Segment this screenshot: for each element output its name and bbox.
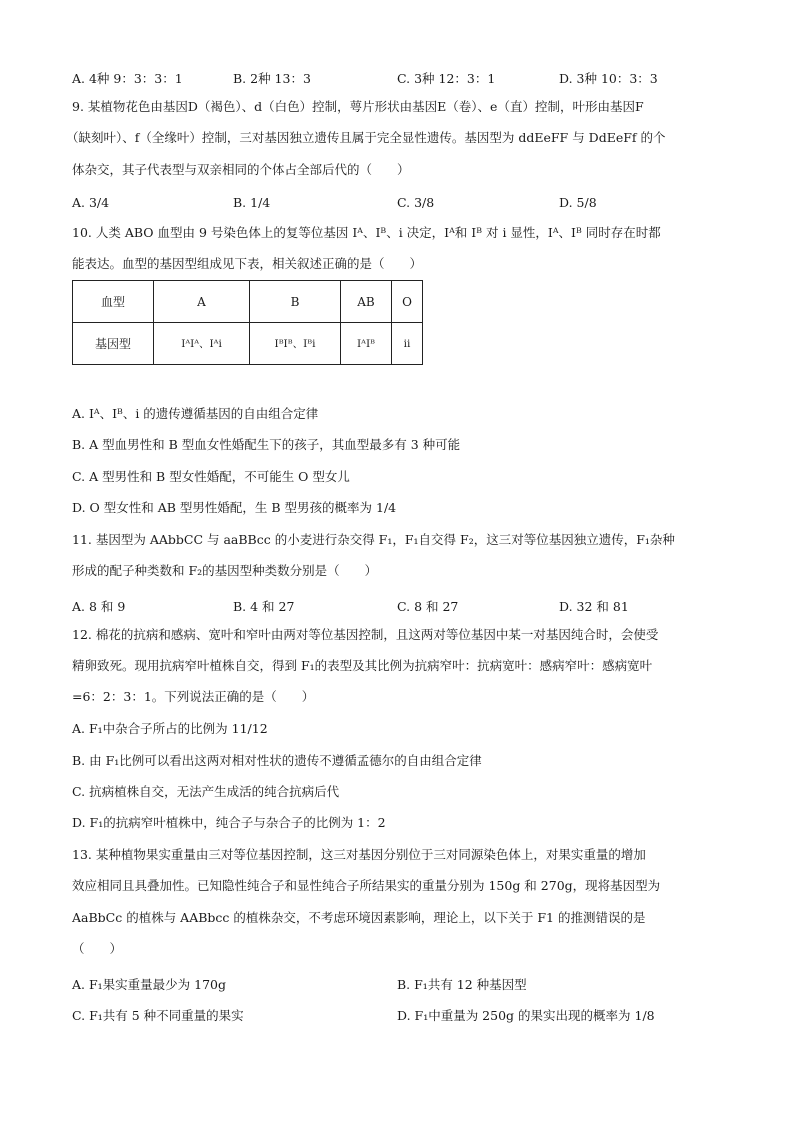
q13-option-a: A. F₁果实重量最少为 170g — [72, 977, 226, 992]
q13-options-row-2 — [72, 1006, 732, 1023]
q12-option-c: C. 抗病植株自交，无法产生成活的纯合抗病后代 — [72, 784, 340, 799]
q11-option-a: A. 8 和 9 — [72, 599, 126, 614]
q13-stem-line-3: AaBbCc 的植株与 AABbcc 的植株杂交，不考虑环境因素影响，理论上，以下关于 F1 的推测错误的是 — [72, 910, 646, 925]
q9-option-a: A. 3/4 — [72, 195, 110, 210]
q11-option-d: D. 32 和 81 — [559, 599, 629, 614]
table-cell: ii — [392, 323, 423, 365]
q9-option-b: B. 1/4 — [233, 195, 271, 210]
table-cell: 血型 — [73, 281, 154, 323]
table-cell: IᴬIᴬ、Iᴬi — [154, 323, 250, 365]
table-cell: 基因型 — [73, 323, 154, 365]
table-cell: IᴮIᴮ、Iᴮi — [250, 323, 341, 365]
q12-stem-line-1: 12. 棉花的抗病和感病、宽叶和窄叶由两对等位基因控制，且这两对等位基因中某一对基因纯合时，会使受 — [72, 627, 659, 642]
table-cell: AB — [341, 281, 392, 323]
table-header-row — [73, 281, 423, 323]
table-row — [73, 323, 423, 365]
q8-options — [72, 69, 732, 86]
q13-stem-line-2: 效应相同且具叠加性。已知隐性纯合子和显性纯合子所结果实的重量分别为 150g 和 270g，现将基因型为 — [72, 878, 661, 893]
q13-stem-line-1: 13. 某种植物果实重量由三对等位基因控制，这三对基因分别位于三对同源染色体上，对果实重量的增加 — [72, 847, 646, 862]
q9-options — [72, 195, 732, 209]
table-cell: B — [250, 281, 341, 323]
q13-options-row-1 — [72, 975, 732, 992]
q11-option-c: C. 8 和 27 — [397, 599, 459, 614]
q13-option-b: B. F₁共有 12 种基因型 — [397, 977, 527, 992]
q12-option-d: D. F₁的抗病窄叶植株中，纯合子与杂合子的比例为 1：2 — [72, 815, 386, 830]
q8-option-c: C. 3种 12：3：1 — [397, 71, 496, 86]
q13-stem-line-4: （ ） — [72, 941, 123, 956]
q8-option-a: A. 4种 9：3：3：1 — [72, 71, 183, 86]
table-cell: IᴬIᴮ — [341, 323, 392, 365]
q10-option-a: A. Iᴬ、Iᴮ、i 的遗传遵循基因的自由组合定律 — [72, 406, 319, 421]
table-cell: A — [154, 281, 250, 323]
q10-option-c: C. A 型男性和 B 型女性婚配，不可能生 O 型女儿 — [72, 469, 350, 484]
blood-type-table — [72, 280, 423, 365]
q10-stem-line-2: 能表达。血型的基因型组成见下表，相关叙述正确的是（ ） — [72, 256, 423, 271]
q11-options — [72, 597, 732, 614]
q12-stem-line-2: 精卵致死。现用抗病窄叶植株自交，得到 F₁的表型及其比例为抗病窄叶：抗病宽叶：感病窄叶：感病宽叶 — [72, 658, 653, 673]
q13-option-d: D. F₁中重量为 250g 的果实出现的概率为 1/8 — [397, 1008, 655, 1023]
table-cell: O — [392, 281, 423, 323]
q11-stem-line-2: 形成的配子种类数和 F₂的基因型种类数分别是（ ） — [72, 563, 378, 578]
q9-option-c: C. 3/8 — [397, 195, 435, 210]
q8-option-b: B. 2种 13：3 — [233, 71, 311, 86]
q11-option-b: B. 4 和 27 — [233, 599, 295, 614]
q10-option-b: B. A 型血男性和 B 型血女性婚配生下的孩子，其血型最多有 3 种可能 — [72, 437, 461, 452]
q12-option-b: B. 由 F₁比例可以看出这两对相对性状的遗传不遵循孟德尔的自由组合定律 — [72, 753, 482, 768]
q9-stem-line-1: 9. 某植物花色由基因D（褐色）、d（白色）控制，萼片形状由基因E（卷）、e（直）控制，叶形由基因F — [72, 99, 644, 114]
q13-option-c: C. F₁共有 5 种不同重量的果实 — [72, 1008, 244, 1023]
q9-stem-line-3: 体杂交，其子代表型与双亲相同的个体占全部后代的（ ） — [72, 162, 410, 177]
q12-option-a: A. F₁中杂合子所占的比例为 11/12 — [72, 721, 268, 736]
q10-stem-line-1: 10. 人类 ABO 血型由 9 号染色体上的复等位基因 Iᴬ、Iᴮ、i 决定，Iᴬ和 Iᴮ 对 i 显性，Iᴬ、Iᴮ 同时存在时都 — [72, 225, 661, 240]
q12-stem-line-3: =6：2：3：1。下列说法正确的是（ ） — [72, 689, 315, 704]
q11-stem-line-1: 11. 基因型为 AAbbCC 与 aaBBcc 的小麦进行杂交得 F₁，F₁自交得 F₂，这三对等位基因独立遗传，F₁杂种 — [72, 532, 675, 547]
q9-option-d: D. 5/8 — [559, 195, 597, 210]
q8-option-d: D. 3种 10：3：3 — [559, 71, 658, 86]
q10-option-d: D. O 型女性和 AB 型男性婚配，生 B 型男孩的概率为 1/4 — [72, 500, 397, 515]
q9-stem-line-2: （缺刻叶）、f（全缘叶）控制，三对基因独立遗传且属于完全显性遗传。基因型为 ddEeFF 与 DdEeFf 的个 — [66, 130, 666, 145]
